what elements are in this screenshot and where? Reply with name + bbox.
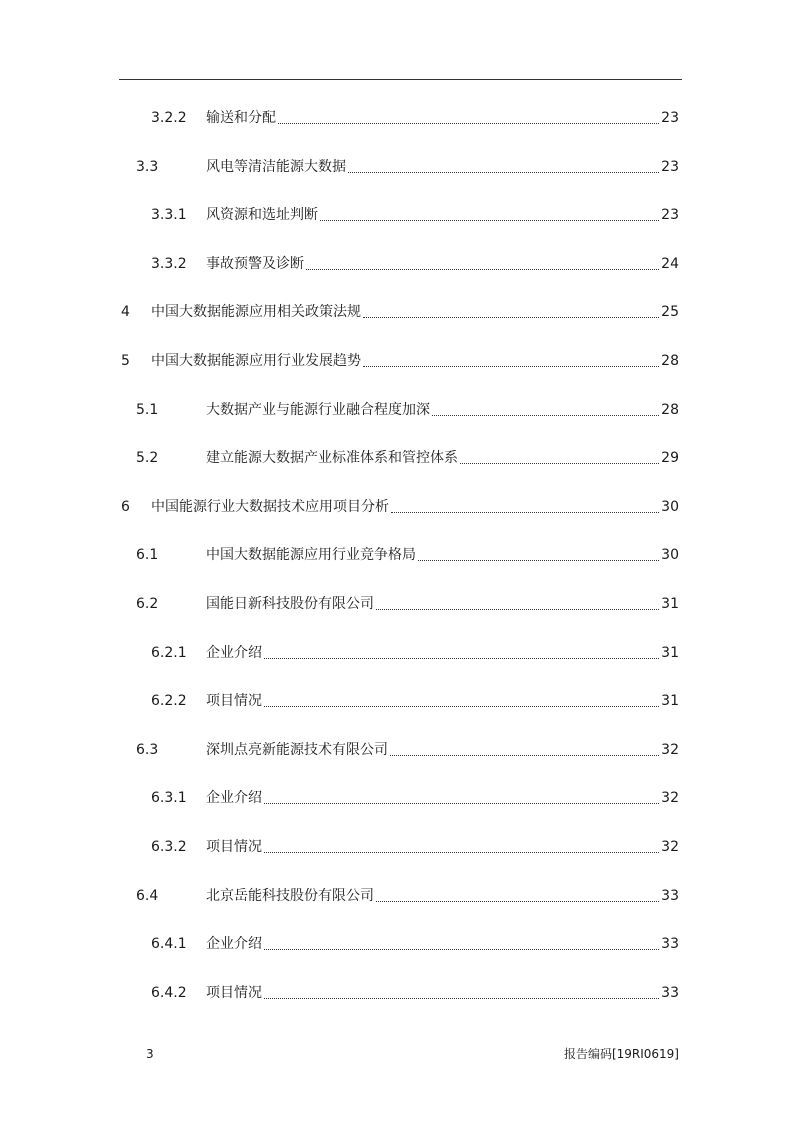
toc-entry-title: 项目情况 — [206, 984, 262, 1001]
toc-entry-title: 大数据产业与能源行业融合程度加深 — [206, 401, 430, 418]
header-rule — [119, 79, 682, 80]
toc-entry-title: 深圳点亮新能源技术有限公司 — [206, 741, 388, 758]
toc-entry-number: 3.3 — [136, 158, 159, 175]
toc-leader-dots — [306, 255, 659, 270]
toc-entry-title: 中国大数据能源应用相关政策法规 — [151, 304, 361, 321]
toc-entry[interactable] — [0, 836, 800, 858]
toc-entry-number: 6.3 — [136, 741, 159, 758]
toc-entry[interactable] — [0, 885, 800, 907]
toc-entry-page: 23 — [661, 207, 679, 224]
toc-entry[interactable] — [0, 301, 800, 323]
toc-leader-dots — [363, 352, 659, 367]
toc-entry-title: 风资源和选址判断 — [206, 207, 318, 224]
toc-entry[interactable] — [0, 107, 800, 129]
toc-entry-number: 5 — [121, 353, 130, 369]
toc-leader-dots — [391, 498, 659, 513]
toc-entry-number: 3.2.2 — [151, 110, 187, 126]
toc-entry-page: 31 — [661, 644, 679, 661]
toc-entry-page: 30 — [661, 547, 679, 564]
toc-entry-number: 6.2.2 — [151, 693, 187, 710]
toc-leader-dots — [376, 887, 659, 902]
toc-entry[interactable] — [0, 447, 800, 469]
toc-entry-page: 30 — [661, 498, 679, 515]
toc-leader-dots — [264, 984, 659, 999]
toc-entry-number: 6 — [121, 498, 130, 515]
toc-entry-number: 6.3.2 — [151, 839, 187, 855]
toc-entry[interactable] — [0, 933, 800, 955]
toc-entry[interactable] — [0, 156, 800, 178]
toc-leader-dots — [390, 741, 659, 756]
toc-entry-page: 33 — [661, 887, 679, 904]
toc-entry-number: 5.1 — [136, 401, 159, 418]
toc-leader-dots — [264, 935, 659, 950]
toc-entry-title: 中国能源行业大数据技术应用项目分析 — [151, 498, 389, 515]
toc-entry-number: 6.4.1 — [151, 936, 187, 953]
toc-entry-page: 32 — [661, 839, 679, 855]
toc-entry-page: 33 — [661, 984, 679, 1001]
toc-entry[interactable] — [0, 544, 800, 566]
toc-leader-dots — [363, 303, 659, 318]
toc-entry-title: 企业介绍 — [206, 790, 262, 807]
toc-entry-title: 企业介绍 — [206, 936, 262, 953]
toc-entry[interactable] — [0, 204, 800, 226]
toc-entry[interactable] — [0, 642, 800, 664]
toc-entry-title: 项目情况 — [206, 693, 262, 710]
toc-entry[interactable] — [0, 399, 800, 421]
footer-report-code: 报告编码[19RI0619] — [563, 1047, 679, 1061]
toc-entry-page: 23 — [661, 110, 679, 126]
toc-leader-dots — [264, 692, 659, 707]
toc-entry-page: 32 — [661, 790, 679, 807]
toc-leader-dots — [264, 789, 659, 804]
toc-entry[interactable] — [0, 350, 800, 372]
toc-leader-dots — [376, 595, 659, 610]
toc-leader-dots — [460, 449, 659, 464]
toc-entry-number: 6.4 — [136, 887, 159, 904]
toc-entry-title: 输送和分配 — [206, 110, 276, 126]
toc-entry-page: 31 — [661, 693, 679, 710]
footer-page-number: 3 — [146, 1047, 154, 1061]
toc-entry-title: 国能日新科技股份有限公司 — [206, 596, 374, 612]
toc-entry[interactable] — [0, 982, 800, 1004]
toc-leader-dots — [278, 109, 659, 124]
toc-leader-dots — [264, 644, 659, 659]
toc-entry-number: 6.2 — [136, 596, 159, 612]
toc-leader-dots — [432, 401, 659, 416]
toc-entry-number: 3.3.2 — [151, 255, 187, 272]
toc-entry[interactable] — [0, 787, 800, 809]
toc-entry-number: 6.1 — [136, 547, 159, 564]
toc-entry[interactable] — [0, 739, 800, 761]
toc-leader-dots — [348, 158, 659, 173]
toc-entry-page: 33 — [661, 936, 679, 953]
toc-entry-page: 28 — [661, 401, 679, 418]
toc-entry[interactable] — [0, 690, 800, 712]
toc-entry-title: 项目情况 — [206, 839, 262, 855]
toc-entry-page: 31 — [661, 596, 679, 612]
toc-entry-page: 32 — [661, 741, 679, 758]
toc-entry-title: 事故预警及诊断 — [206, 255, 304, 272]
toc-entry-number: 5.2 — [136, 450, 159, 467]
toc-leader-dots — [320, 206, 659, 221]
toc-entry-title: 风电等清洁能源大数据 — [206, 158, 346, 175]
toc-entry-number: 6.4.2 — [151, 984, 187, 1001]
toc-entry-number: 3.3.1 — [151, 207, 187, 224]
toc-entry[interactable] — [0, 496, 800, 518]
toc-entry-title: 企业介绍 — [206, 644, 262, 661]
toc-entry-number: 6.3.1 — [151, 790, 187, 807]
toc-entry-page: 25 — [661, 304, 679, 321]
toc-entry-title: 中国大数据能源应用行业发展趋势 — [151, 353, 361, 369]
toc-entry[interactable] — [0, 253, 800, 275]
toc-entry-page: 23 — [661, 158, 679, 175]
toc-entry-title: 建立能源大数据产业标准体系和管控体系 — [206, 450, 458, 467]
toc-entry-page: 29 — [661, 450, 679, 467]
toc-entry-title: 中国大数据能源应用行业竞争格局 — [206, 547, 416, 564]
toc-leader-dots — [418, 546, 659, 561]
toc-entry-number: 4 — [121, 304, 130, 321]
toc-leader-dots — [264, 838, 659, 853]
toc-entry[interactable] — [0, 593, 800, 615]
toc-entry-page: 28 — [661, 353, 679, 369]
toc-entry-title: 北京岳能科技股份有限公司 — [206, 887, 374, 904]
toc-entry-number: 6.2.1 — [151, 644, 187, 661]
toc-entry-page: 24 — [661, 255, 679, 272]
